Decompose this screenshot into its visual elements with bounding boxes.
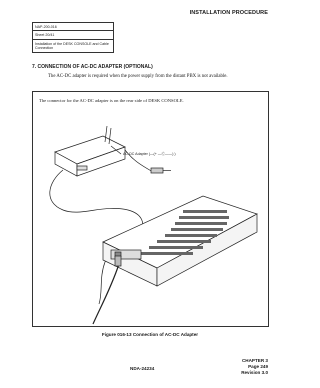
sheet-number: Sheet 20/41: [33, 31, 113, 39]
footer-doc-number: NDA-24234: [130, 366, 155, 371]
adapter-callout-label: AC-DC Adapter (—(+ —Ⓒ——) ): [123, 152, 176, 156]
page-header-title: INSTALLATION PROCEDURE: [189, 10, 268, 16]
procedure-description: Installation of the DESK CONSOLE and Cable Connection: [35, 41, 109, 50]
reference-box: [32, 22, 114, 53]
figure-note: The connector for the AC-DC adapter is on the rear side of DESK CONSOLE.: [39, 98, 184, 103]
footer-revision: Revision 3.0: [241, 370, 268, 375]
footer-page-info: [241, 358, 268, 376]
figure-caption: Figure 016-13 Connection of AC-DC Adapter: [101, 332, 199, 337]
adapter-illustration: [33, 92, 270, 328]
ac-dc-adapter-icon: [55, 126, 125, 176]
section-body: The AC-DC adapter is required when the power supply from the distant PBX is not available.: [48, 74, 228, 79]
footer-page: Page 249: [248, 364, 268, 369]
section-heading: 7. CONNECTION OF AC-DC ADAPTER (OPTIONAL): [32, 64, 153, 70]
doc-code: NAP-200-016: [33, 23, 113, 31]
figure-box: [32, 91, 269, 327]
footer-chapter: CHAPTER 3: [241, 358, 268, 363]
